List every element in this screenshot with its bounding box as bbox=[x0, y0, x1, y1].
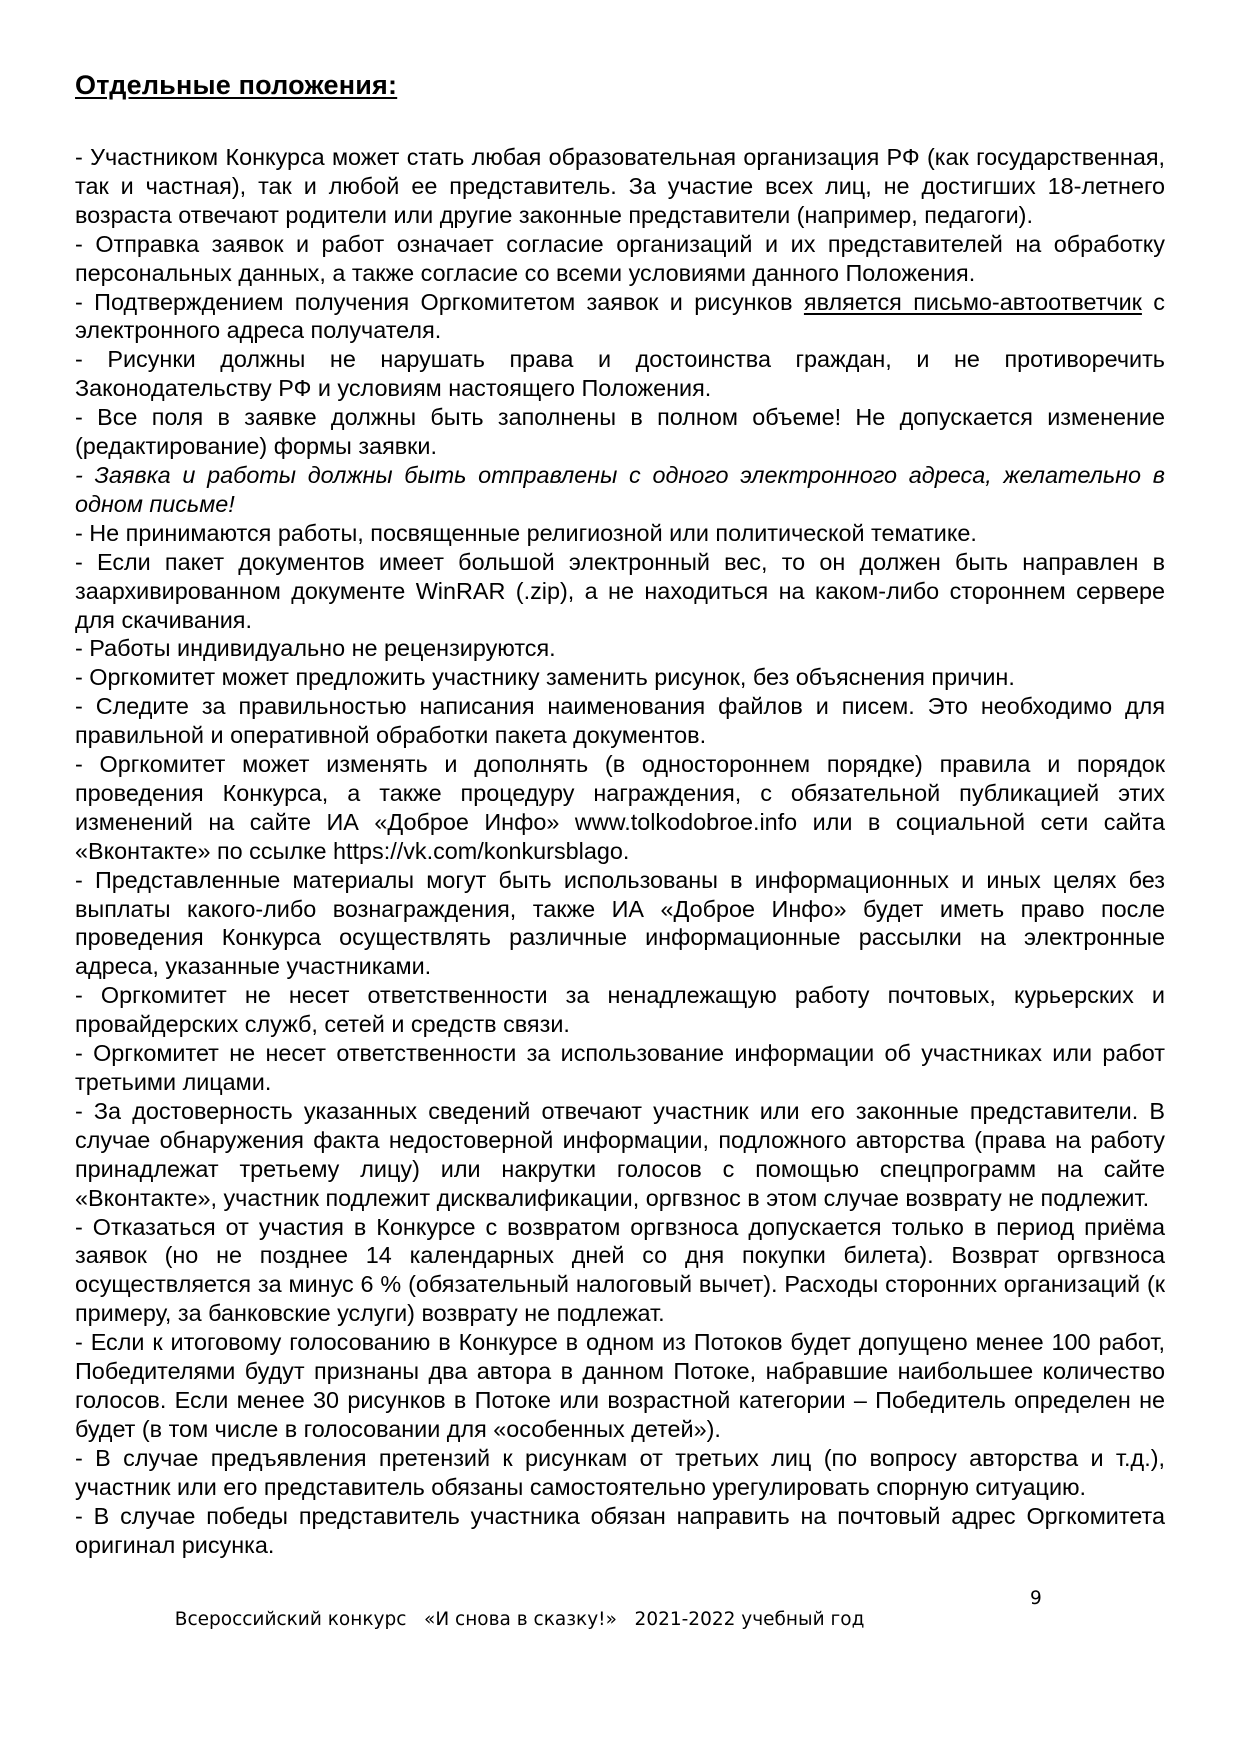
provision-paragraph: - Отказаться от участия в Конкурсе с возвратом оргвзноса допускается только в период приёма заявок (но не позднее 14 календарных дней со дня покупки билета). Возврат оргвзноса осуществляется за минус 6 % (обязательный налоговый вычет). Расходы сторонних организаций (к примеру, за банковские услуги) возврату не подлежат. bbox=[75, 1213, 1165, 1327]
provision-paragraph: - Следите за правильностью написания наименования файлов и писем. Это необходимо для правильной и оперативной обработки пакета документов. bbox=[75, 693, 1165, 749]
provision-paragraph: - В случае предъявления претензий к рисункам от третьих лиц (по вопросу авторства и т.д.), участник или его представитель обязаны самостоятельно урегулировать спорную ситуацию. bbox=[75, 1444, 1165, 1500]
provision-text: с электронного адреса получателя. bbox=[75, 288, 1165, 344]
provision-paragraph: - Если к итоговому голосованию в Конкурсе в одном из Потоков будет допущено менее 100 работ, Победителями будут признаны два автора в данном Потоке, набравшие наибольшее количество голосов. Если менее 30 рисунков в Потоке или возрастной категории – Победитель определен не будет (в том числе в голосовании для «особенных детей»). bbox=[75, 1329, 1165, 1442]
page-footer bbox=[163, 1588, 1063, 1651]
provision-paragraph bbox=[75, 288, 1165, 346]
footer-text: Всероссийский конкурс «И снова в сказку!» 2021-2022 учебный год bbox=[174, 1609, 865, 1630]
provision-paragraph: - Оргкомитет не несет ответственности за использование информации об участниках или работ третьими лицами. bbox=[75, 1040, 1165, 1095]
page-number: 9 bbox=[1030, 1588, 1042, 1609]
provision-paragraph: - Работы индивидуально не рецензируются. bbox=[75, 635, 556, 662]
provisions-list bbox=[75, 143, 1165, 1559]
provision-text: - Подтверждением получения Оргкомитетом заявок и рисунков bbox=[75, 288, 804, 315]
underlined-phrase: является письмо-автоответчик bbox=[803, 288, 1142, 315]
provision-paragraph: - Если пакет документов имеет большой электронный вес, то он должен быть направлен в заархивированном документе WinRAR (.zip), а не находиться на каком-либо стороннем сервере для скачивания. bbox=[75, 548, 1165, 633]
provision-paragraph: - Рисунки должны не нарушать права и достоинства граждан, и не противоречить Законодательству РФ и условиям настоящего Положения. bbox=[75, 346, 1165, 402]
provision-paragraph: - За достоверность указанных сведений отвечают участник или его законные представители. В случае обнаружения факта недостоверной информации, подложного авторства (права на работу принадлежат третьему лицу) или накрутки голосов с помощью спецпрограмм на сайте «Вконтакте», участник подлежит дисквалификации, оргвзнос в этом случае возврату не подлежит. bbox=[75, 1097, 1165, 1211]
provision-paragraph: - В случае победы представитель участника обязан направить на почтовый адрес Оргкомитета оригинал рисунка. bbox=[75, 1502, 1165, 1558]
provision-paragraph: - Оргкомитет не несет ответственности за ненадлежащую работу почтовых, курьерских и провайдерских служб, сетей и средств связи. bbox=[75, 982, 1165, 1038]
provision-paragraph: - Представленные материалы могут быть использованы в информационных и иных целях без выплаты какого-либо вознаграждения, также ИА «Доброе Инфо» будет иметь право после проведения Конкурса осуществлять различные информационные рассылки на электронные адреса, указанные участниками. bbox=[75, 866, 1165, 980]
provision-paragraph: - Все поля в заявке должны быть заполнены в полном объеме! Не допускается изменение (редактирование) формы заявки. bbox=[75, 404, 1165, 460]
provision-paragraph: - Не принимаются работы, посвященные религиозной или политической тематике. bbox=[75, 519, 977, 546]
provision-paragraph: - Отправка заявок и работ означает согласие организаций и их представителей на обработку персональных данных, а также согласие со всеми условиями данного Положения. bbox=[75, 230, 1165, 286]
provision-paragraph: - Оргкомитет может предложить участнику заменить рисунок, без объяснения причин. bbox=[75, 664, 1015, 691]
provision-paragraph-italic: - Заявка и работы должны быть отправлены с одного электронного адреса, желательно в одном письме! bbox=[75, 461, 1165, 517]
provision-paragraph: - Участником Конкурса может стать любая образовательная организация РФ (как государственная, так и частная), так и любой ее представитель. За участие всех лиц, не достигших 18-летнего возраста отвечают родители или другие законные представители (например, педагоги). bbox=[75, 144, 1165, 228]
provision-paragraph: - Оргкомитет может изменять и дополнять (в одностороннем порядке) правила и порядок проведения Конкурса, а также процедуру награждения, с обязательной публикацией этих изменений на сайте ИА «Доброе Инфо» www.tolkodobroe.info или в социальной сети сайта «Вконтакте» по ссылке https://vk.com/konkursblago. bbox=[75, 751, 1165, 864]
section-heading: Отдельные положения: bbox=[75, 70, 398, 100]
